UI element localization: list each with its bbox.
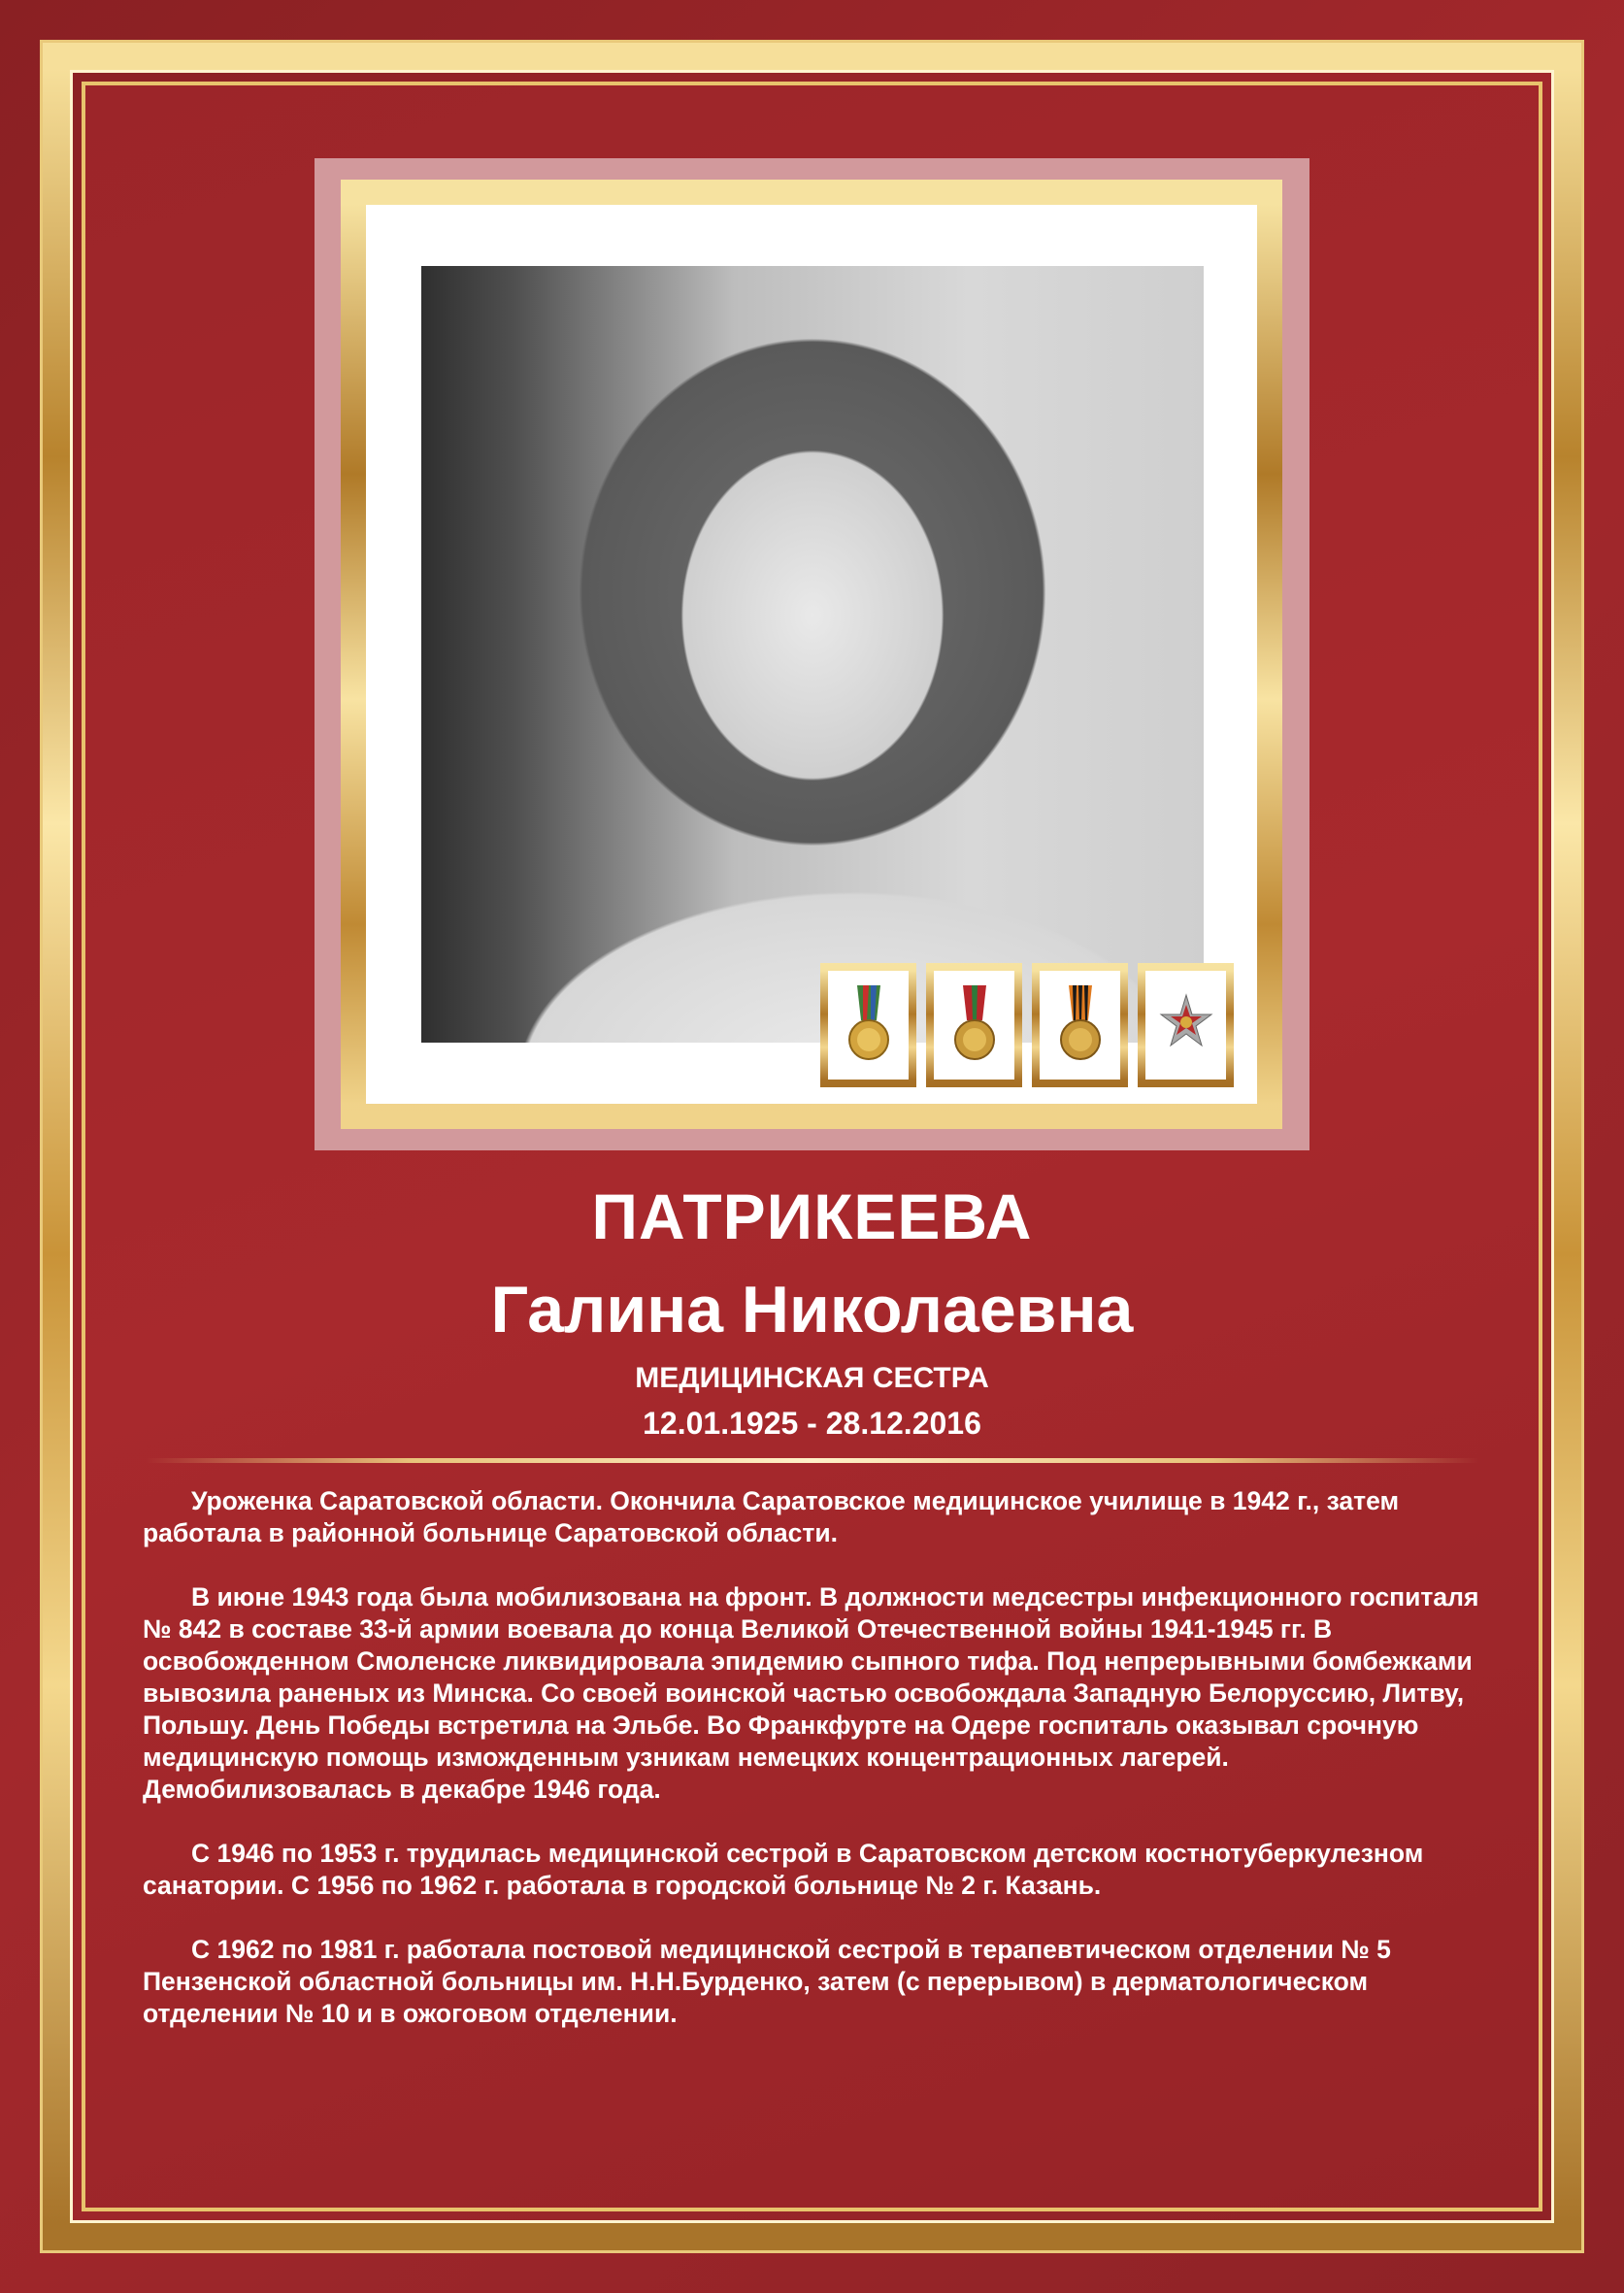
biography bbox=[143, 1485, 1482, 2062]
bio-paragraph: С 1962 по 1981 г. работала постовой медицинской сестрой в терапевтическом отделении № 5 Пензенской областной больницы им. Н.Н.Бурденко, затем (с перерывом) в дерматологическом отделении № 10 и в ожоговом отделении. bbox=[143, 1935, 1391, 2028]
bio-paragraph: В июне 1943 года была мобилизована на фронт. В должности медсестры инфекционного госпиталя № 842 в составе 33-й армии воевала до конца Великой Отечественной войны 1941-1945 гг. В освобожденном Смоленске ликвидировала эпидемию сыпного тифа. Под непрерывными бомбежками вывозила раненых из Минска. Со своей воинской частью освобождала Западную Белоруссию, Литву, Польшу. День Победы встретила на Эльбе. Во Франкфурте на Одере госпиталь оказывал срочную медицинскую помощь изможденным узникам немецких концентрационных лагерей. Демобилизовалась в декабре 1946 года. bbox=[143, 1582, 1479, 1804]
order-patriotic-war-icon bbox=[1138, 963, 1234, 1087]
gold-divider bbox=[146, 1458, 1478, 1463]
life-dates: 12.01.1925 - 28.12.2016 bbox=[643, 1406, 981, 1441]
medal-partisan-icon bbox=[820, 963, 916, 1087]
portrait-photo bbox=[421, 266, 1204, 1043]
medals-row bbox=[820, 963, 1235, 1089]
bio-paragraph: С 1946 по 1953 г. трудилась медицинской сестрой в Саратовском детском костнотуберкулезном санатории. С 1956 по 1962 г. работала в городской больнице № 2 г. Казань. bbox=[143, 1839, 1424, 1900]
medal-st-george-ribbon-icon bbox=[1032, 963, 1128, 1087]
given-name: Галина Николаевна bbox=[490, 1273, 1134, 1346]
role-title: МЕДИЦИНСКАЯ СЕСТРА bbox=[635, 1362, 989, 1394]
surname: ПАТРИКЕЕВА bbox=[591, 1180, 1033, 1252]
medal-red-ribbon-icon bbox=[926, 963, 1022, 1087]
bio-paragraph: Уроженка Саратовской области. Окончила Саратовское медицинское училище в 1942 г., затем работала в районной больнице Саратовской области. bbox=[143, 1486, 1400, 1547]
